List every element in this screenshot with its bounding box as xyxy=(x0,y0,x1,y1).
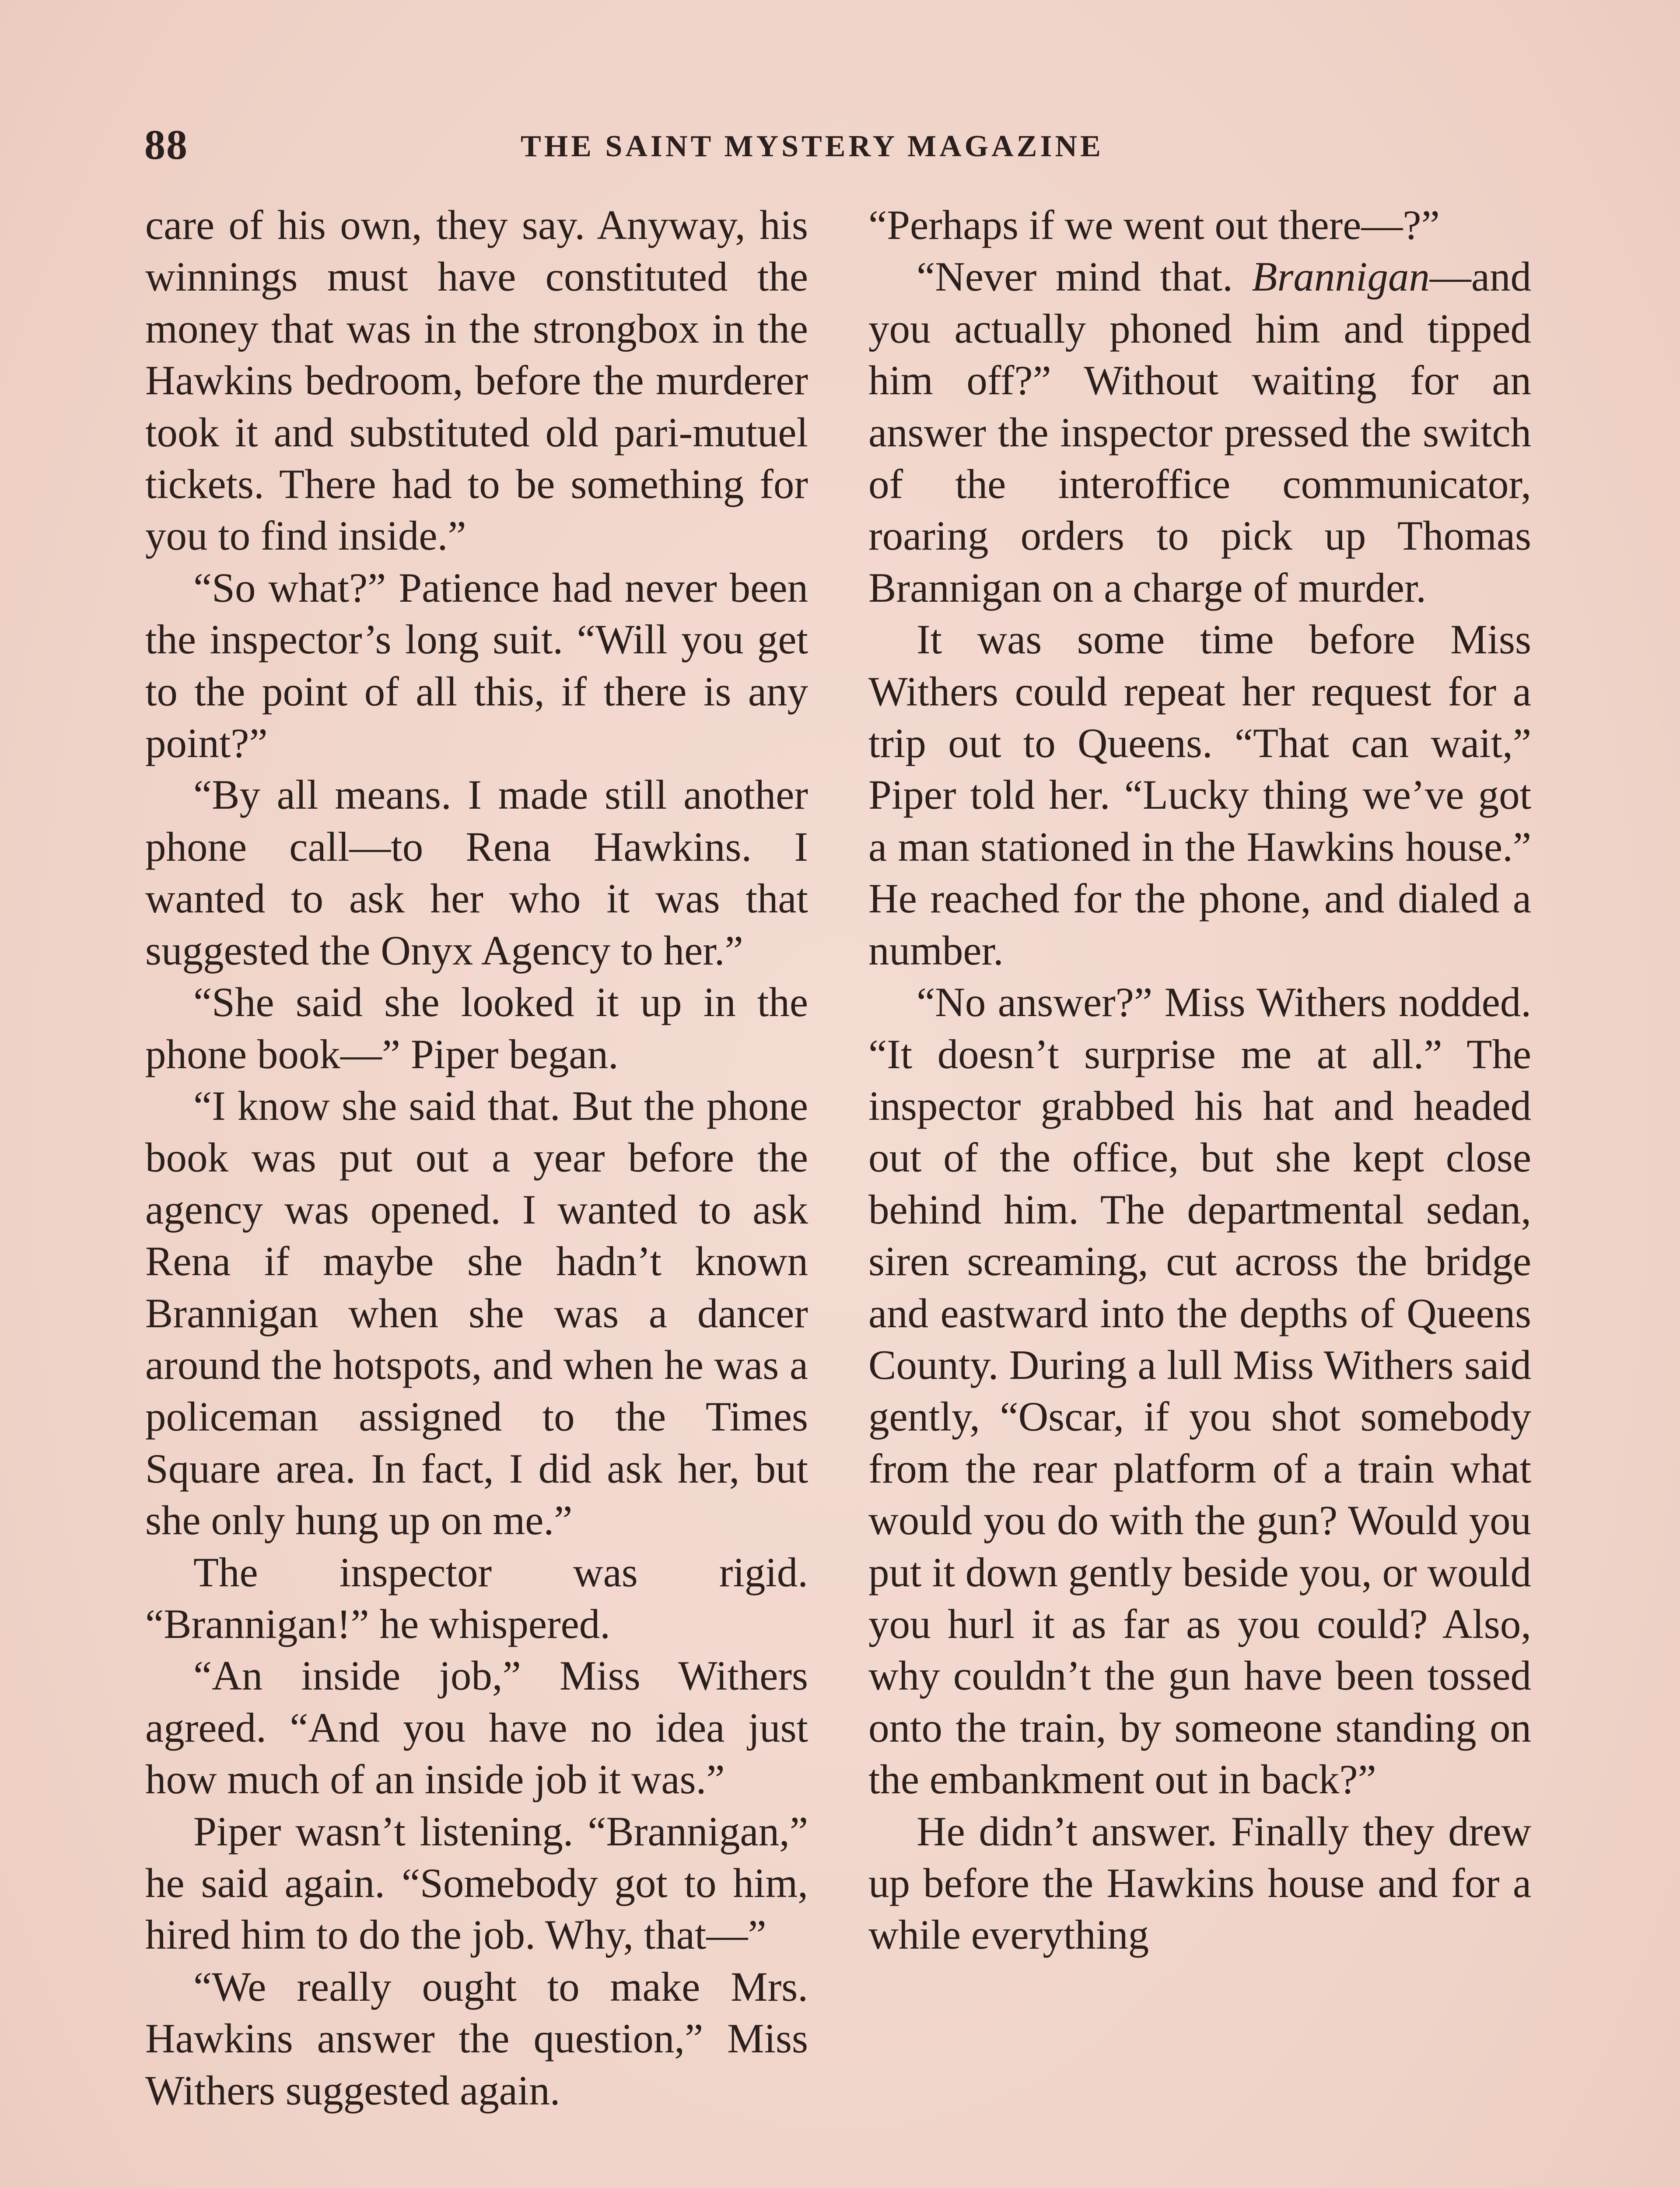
paragraph: The inspector was rigid. “Brannigan!” he whispered. xyxy=(145,1549,808,1647)
paragraph: Piper wasn’t listening. “Brannigan,” he said again. “Somebody got to him, hired him to do the job. Why, that—” xyxy=(145,1808,808,1958)
page-number: 88 xyxy=(144,121,188,168)
running-title: THE SAINT MYSTERY MAGAZINE xyxy=(521,130,1104,163)
paragraph-text: —and you actually phoned him and tipped him off?” Without waiting for an answer the inspector pressed the switch of the interoffice communicator, roaring orders to pick up Thomas Brannigan on a charge of murder. xyxy=(868,253,1531,611)
left-column xyxy=(145,199,808,2116)
paragraph xyxy=(868,251,1531,614)
paragraph: “I know she said that. But the phone book was put out a year before the agency was opened. I wanted to ask Rena if maybe she hadn’t known Brannigan when she was a dancer around the hotspots, and when he was a policeman assigned to the Times Square area. In fact, I did ask her, but she only hung up on me.” xyxy=(145,1082,808,1544)
paragraph: He didn’t answer. Finally they drew up before the Hawkins house and for a while everything xyxy=(868,1808,1531,1958)
italic-name: Brannigan xyxy=(1252,253,1430,300)
paragraph: care of his own, they say. Anyway, his winnings must have constituted the money that was in the strongbox in the Hawkins bedroom, before the murderer took it and substituted old pari-mutuel tickets. There had to be something for you to find inside.” xyxy=(145,202,808,559)
right-column xyxy=(868,199,1531,1961)
paragraph: “We really ought to make Mrs. Hawkins answer the question,” Miss Withers suggested again. xyxy=(145,1963,808,2114)
paragraph: “By all means. I made still another phone call—to Rena Hawkins. I wanted to ask her who it was that suggested the Onyx Agency to her.” xyxy=(145,771,808,974)
paragraph: “Perhaps if we went out there—?” xyxy=(868,202,1440,248)
paragraph: It was some time before Miss Withers could repeat her request for a trip out to Queens. “That can wait,” Piper told her. “Lucky thing we’ve got a man stationed in the Hawkins house.” He reached for the phone, and dialed a number. xyxy=(868,616,1531,974)
paragraph-text: “Never mind that. xyxy=(917,253,1252,300)
paragraph: “She said she looked it up in the phone book—” Piper began. xyxy=(145,979,808,1077)
paragraph: “No answer?” Miss Withers nodded. “It doesn’t surprise me at all.” The inspector grabbed his hat and headed out of the office, but she kept close behind him. The departmental sedan, siren screaming, cut across the bridge and eastward into the depths of Queens County. During a lull Miss Withers said gently, “Oscar, if you shot somebody from the rear platform of a train what would you do with the gun? Would you put it down gently beside you, or would you hurl it as far as you could? Also, why couldn’t the gun have been tossed onto the train, by someone standing on the embankment out in back?” xyxy=(868,979,1531,1803)
page-header xyxy=(144,120,1536,173)
paragraph: “An inside job,” Miss Withers agreed. “And you have no idea just how much of an inside job it was.” xyxy=(145,1652,808,1803)
paragraph: “So what?” Patience had never been the inspector’s long suit. “Will you get to the point of all this, if there is any point?” xyxy=(145,564,808,767)
